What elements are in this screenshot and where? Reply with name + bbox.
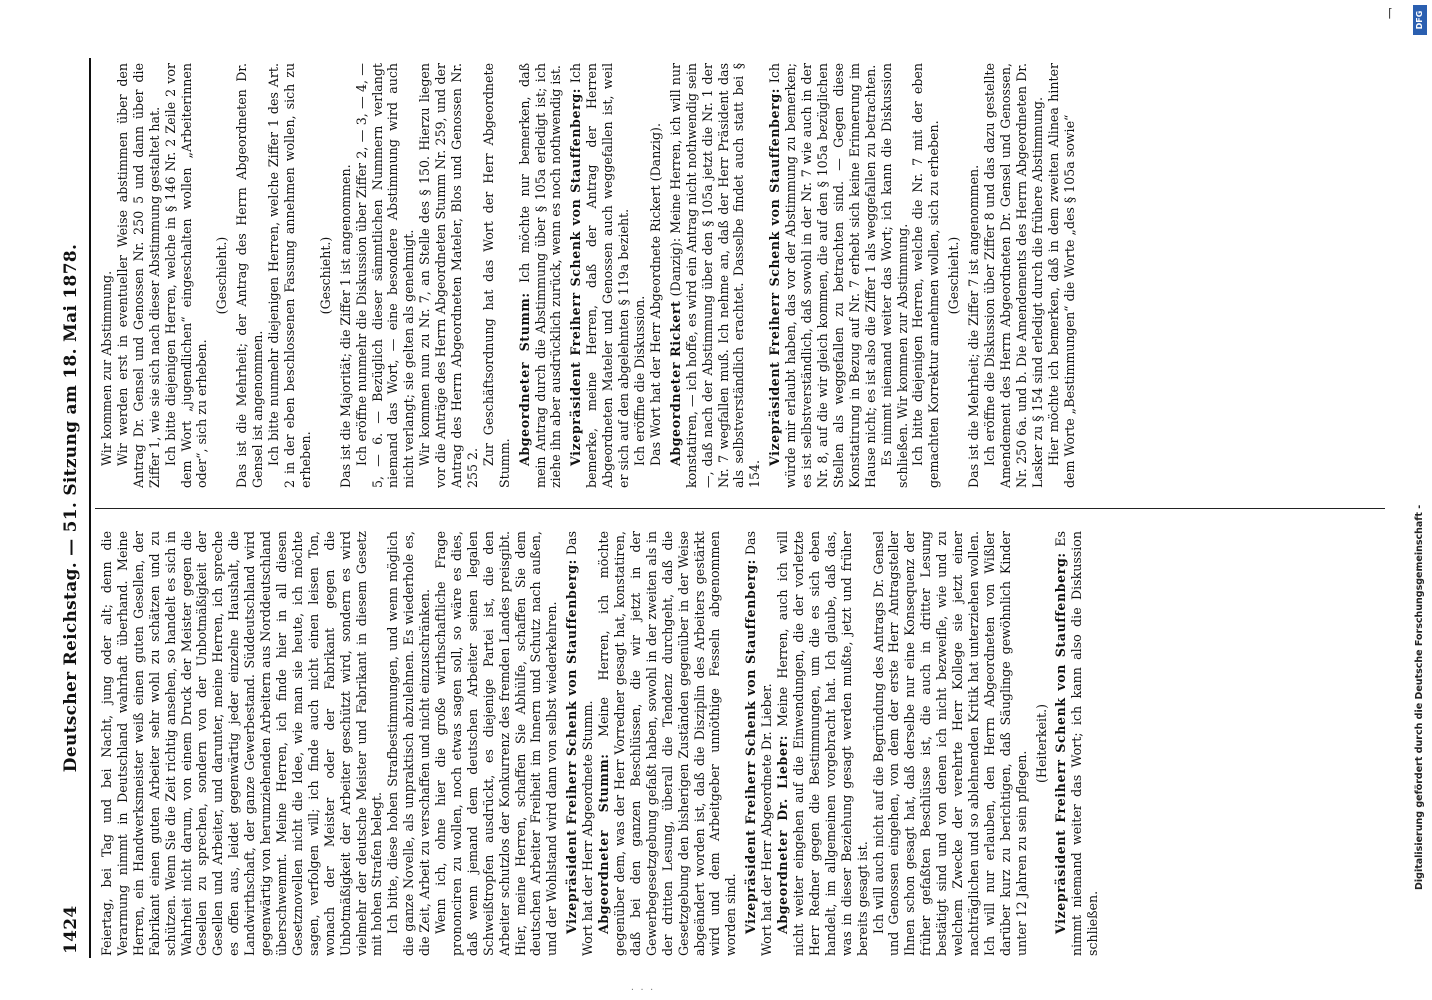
left-paragraph	[743, 531, 775, 956]
running-title: Deutscher Reichstag. — 51. Sitzung am 18. Mai 1878.	[61, 243, 81, 773]
scan-specks: · · ·	[630, 985, 655, 994]
speaker-name: Abgeordneter Stumm:	[596, 753, 612, 934]
paragraph-text: Wir kommen nun zu Nr. 7, an Stelle des § 150. Hierzu liegen vor die Anträge des Herrn Abgeordneten Stumm Nr. 259, und der Antrag des Herrn Abgeordneten Mateler, Blos und Genossen Nr. 255 2.	[417, 63, 480, 488]
paragraph-text: Das ist die Mehrheit; die Ziffer 7 ist angenommen.	[966, 164, 982, 488]
right-stage-direction	[946, 63, 962, 488]
paragraph-text: Es nimmt niemand weiter das Wort; ich kann also die Diskussion schließen.	[1053, 531, 1101, 956]
header-rule	[89, 58, 91, 958]
paragraph-text: Ich will auch nicht auf die Begründung des Antrags Dr. Gensel und Genossen eingehen, von dem der erste Herr Antragsteller Ihnen schon gesagt hat, daß derselbe nur eine Konsequenz der früher gefaßten Beschlüsse ist, die auch in dritter Lesung bestätigt sind und von denen ich nicht bezweifle, wie und zu welchem Zwecke der verehrte Herr Kollege sie jetzt einer nachträglichen und so ablehnenden Kritik hat unterziehen wollen. Ich will nur erlauben, den Herrn Abgeordneten von Wißler darüber kurz zu berichtigen, daß Säuglinge gewöhnlich Kinder unter 12 Jahren zu sein pflegen.	[870, 531, 1029, 956]
paragraph-text: Feiertag, bei Tag und bei Nacht, jung oder alt; denn die Verarmung nimmt in Deutschland wahrhaft überhand. Meine Herren, ein Handwerksmeister weiß einen guten Gesellen, der Fabrikant einen guten Arbeiter sehr wohl zu schätzen und zu schützen. Wenn Sie die Zeit richtig ansehen, so handelt es sich in Wahrheit nicht darum, von einem Druck der Meister gegen die Gesellen zu sprechen, sondern von der Unbotmäßigkeit der Gesellen und Arbeiter, und darunter, meine Herren, ich spreche es offen aus, leidet gegenwärtig jeder einzelne Haushalt, die Landwirthschaft, der ganze Gewerbestand. Süddeutschland wird gegenwärtig von herumziehenden Arbeitern aus Norddeutschland überschwemmt. Meine Herren, ich finde hier in all diesen Gesetznovellen nicht die Idee, wie man sie heute, ich möchte sagen, verfolgen will; ich finde auch nicht einen leisen Ton, wonach der Meister oder der Fabrikant gegen die Unbotmäßigkeit der Arbeiter geschützt wird, sondern es wird vielmehr der deutsche Meister und Fabrikant in diesem Gesetz mit hohen Strafen belegt.	[99, 531, 385, 956]
right-paragraph	[648, 63, 664, 488]
right-paragraph	[966, 63, 982, 488]
paragraph-text: Das ist die Majorität; die Ziffer 1 ist angenommen.	[337, 164, 353, 488]
paragraph-text: Meine Herren, auch ich will nicht weiter eingehen auf die Einwendungen, die der vorletzte Herr Redner gegen die Bestimmungen, um die es sich eben handelt, im allgemeinen vorgebracht hat. Ich glaube, daß das, was in dieser Beziehung gesagt werden mußte, jetzt und früher bereits gesagt ist.	[775, 531, 870, 956]
left-column	[99, 531, 1379, 956]
left-paragraph	[775, 531, 870, 956]
paragraph-text: Das ist die Mehrheit; der Antrag des Herrn Abgeordneten Dr. Gensel ist angenommen.	[234, 63, 266, 488]
paragraph-text: Hier möchte ich bemerken, daß in dem zweiten Alinea hinter dem Worte „Bestimmungen“ die Worte „des § 105a sowie“	[1045, 63, 1077, 488]
paragraph-text: (Geschieht.)	[317, 236, 333, 315]
paragraph-text: Ich eröffne die Diskussion über Ziffer 8 und das dazu gestellte Amendement des Herrn Abgeordneten Dr. Gensel und Genossen, Nr. 250 6a. und b. Die Amendements des Herrn Abgeordneten Dr. Lasker zu § 154 sind erledigt durch die frühere Abstimmung.	[982, 63, 1045, 488]
right-paragraph	[879, 63, 911, 488]
right-paragraph	[517, 63, 565, 488]
right-paragraph	[568, 63, 632, 488]
left-paragraph	[433, 531, 560, 956]
paragraph-text: Das Wort hat der Herr Abgeordnete Rickert (Danzig).	[647, 123, 663, 466]
speaker-name: Vizepräsident Freiherr Schenk von Stauffenberg:	[743, 559, 759, 934]
paragraph-text: Ich möchte nur bemerken, daß mein Antrag durch die Abstimmung über § 105a erledigt ist; ich ziehe ihn aber ausdrücklich zurück, wenn es noch nothwendig ist.	[516, 63, 564, 488]
right-paragraph	[417, 63, 481, 488]
left-paragraph	[385, 531, 433, 956]
page-number: 1424	[61, 905, 81, 954]
right-paragraph	[632, 63, 648, 488]
paragraph-text: (Heiterkeit.)	[1033, 704, 1049, 783]
dfg-logo-text: DFG	[1415, 10, 1424, 30]
paragraph-text: Wenn ich, ohne hier die große wirthschaftliche Frage prononciren zu wollen, noch etwas sagen soll, so wäre es dies, daß wenn jemand dem deutschen Arbeiter seinen legalen Schweißtropfen ausdrückt, es diejenige Partei ist, die den Arbeiter schutzlos der Konkurrenz des fremden Landes preisgibt. Hier, meine Herren, schaffen Sie Abhülfe, schaffen Sie dem deutschen Arbeiter Freiheit im Innern und Schutz nach außen, und der Wohlstand wird dann von selbst wiederkehren.	[433, 531, 560, 956]
column-divider	[95, 508, 1385, 509]
page-header	[55, 58, 91, 958]
paragraph-text: Ich bitte nunmehr diejenigen Herren, welche Ziffer 1 des Art. 2 in der eben beschlossenen Fassung annehmen wollen, sich zu erheben.	[266, 63, 313, 488]
right-stage-direction	[318, 63, 334, 488]
right-paragraph	[99, 63, 115, 488]
right-paragraph	[481, 63, 513, 488]
right-paragraph	[910, 63, 942, 488]
right-stage-direction	[214, 63, 230, 488]
paragraph-text: Ich bitte diejenigen Herren, welche die Nr. 7 mit der eben gemachten Korrektur annehmen wollen, sich zu erheben.	[910, 63, 942, 488]
right-paragraph	[115, 63, 163, 488]
digitization-credit	[1413, 10, 1427, 900]
right-paragraph	[266, 63, 314, 488]
left-paragraph	[596, 531, 739, 956]
paragraph-text: Ich eröffne die Diskussion.	[632, 295, 647, 466]
left-paragraph	[564, 531, 596, 956]
right-paragraph	[767, 63, 878, 488]
speaker-name: Vizepräsident Freiherr Schenk von Stauffenberg:	[767, 87, 783, 466]
paragraph-text: (Geschieht.)	[214, 236, 230, 315]
paragraph-text: Wir kommen zur Abstimmung.	[99, 270, 114, 466]
paragraph-text: Wir werden erst in eventueller Weise abstimmen über den Antrag Dr. Gensel und Genossen Nr. 250 5 und dann über die Ziffer 1, wie sie sich nach dieser Abstimmung gestaltet hat.	[114, 63, 162, 488]
speaker-name: Abgeordneter Rickert	[667, 300, 683, 466]
right-paragraph	[1046, 63, 1078, 488]
paragraph-text: Das Wort hat der Herr Abgeordnete Dr. Lieber.	[743, 531, 775, 956]
left-stage-direction	[1034, 531, 1050, 956]
paragraph-text: (Geschieht.)	[946, 236, 962, 315]
speaker-name: Abgeordneter Dr. Lieber:	[775, 734, 791, 934]
right-paragraph	[982, 63, 1046, 488]
left-paragraph	[99, 531, 385, 956]
paragraph-text: Meine Herren, ich möchte gegenüber dem, was der Herr Vorredner gesagt hat, konstatiren, daß bei den ganzen Beschlüssen, die wir jetzt in der Gewerbegesetzgebung gefaßt haben, sowohl in der zweiten als in der dritten Lesung, überall die Tendenz durchgeht, daß die Gesetzgebung den bisherigen Zuständen gegenüber in der Weise abgeändert worden ist, daß die Disziplin des Arbeiters gestärkt wird und dem Arbeitgeber unnöthige Fesseln abgenommen worden sind.	[596, 531, 739, 956]
rotated-document-page	[55, 58, 1385, 958]
right-paragraph	[668, 63, 763, 488]
speaker-name: Abgeordneter Stumm:	[516, 292, 532, 466]
right-column	[99, 63, 1379, 488]
speaker-name: Vizepräsident Freiherr Schenk von Stauffenberg:	[1053, 552, 1069, 934]
paragraph-text: Ich bitte, diese hohen Strafbestimmungen, und wenn möglich die ganze Novelle, als unpraktisch abzulehnen. Es wiederhole es, die Zeit, Arbeit zu verschaffen und nicht einzuschränken.	[385, 531, 433, 956]
paragraph-text: Ich würde mir erlaubt haben, das vor der Abstimmung zu bemerken; es ist selbstverständlich, daß sowohl in der Nr. 7 wie auch in der Nr. 8, auf die wir gleich kommen, die auf den § 105a bezüglichen Stellen als weggefallen zu betrachten sind. — Gegen diese Konstatirung in Bezug auf Nr. 7 erhebt sich keine Erinnerung im Hause nicht; es ist also die Ziffer 1 als weggefallen zu betrachten.	[767, 63, 878, 488]
paragraph-text: Das Wort hat der Herr Abgeordnete Stumm.	[564, 531, 596, 956]
right-paragraph	[163, 63, 211, 488]
left-paragraph	[871, 531, 1030, 956]
speaker-name: Vizepräsident Freiherr Schenk von Stauffenberg:	[564, 559, 580, 934]
paragraph-text: Ich bitte diejenigen Herren, welche in § 146 Nr. 2 Zeile 2 vor dem Wort „jugendlichen“ eingeschalten wollen „Arbeiterinnen oder“, sich zu erheben.	[162, 63, 210, 488]
paragraph-text: (Danzig): Meine Herren, ich will nur konstatiren, — ich hoffe, es wird ein Antrag nicht nothwendig sein —, daß nach der Abstimmung über den § 105a jetzt die Nr. 1 der Nr. 7 wegfallen muß. Ich nehme an, daß der Herr Präsident das als selbstverständlich erachtet. Dasselbe findet auch statt bei § 154.	[667, 63, 763, 488]
right-paragraph	[354, 63, 418, 488]
paragraph-text: Es nimmt niemand weiter das Wort; ich kann die Diskussion schließen. Wir kommen zur Abstimmung.	[878, 63, 910, 488]
corner-mark: ⌈	[1388, 6, 1393, 20]
speaker-name: Vizepräsident Freiherr Schenk von Stauffenberg:	[568, 87, 584, 466]
paragraph-text: Ich bemerke, meine Herren, daß der Antrag der Herren Abgeordneten Mateler und Genossen auch weggefallen ist, weil er sich auf den abgelehnten § 119a bezieht.	[568, 63, 632, 488]
digitization-credit-text: Digitalisierung gefördert durch die Deutsche Forschungsgemeinschaft -	[1414, 504, 1425, 890]
left-paragraph	[1053, 531, 1101, 956]
paragraph-text: Ich eröffne nunmehr die Diskussion über Ziffer 2, — 3, — 4, — 5, — 6. — Bezüglich dieser sämmtlichen Nummern verlangt niemand das Wort, — eine besondere Abstimmung wird auch nicht verlangt; sie gelten als genehmigt.	[353, 63, 417, 488]
right-paragraph	[338, 63, 354, 488]
right-paragraph	[234, 63, 266, 488]
paragraph-text: Zur Geschäftsordnung hat das Wort der Herr Abgeordnete Stumm.	[480, 63, 512, 488]
